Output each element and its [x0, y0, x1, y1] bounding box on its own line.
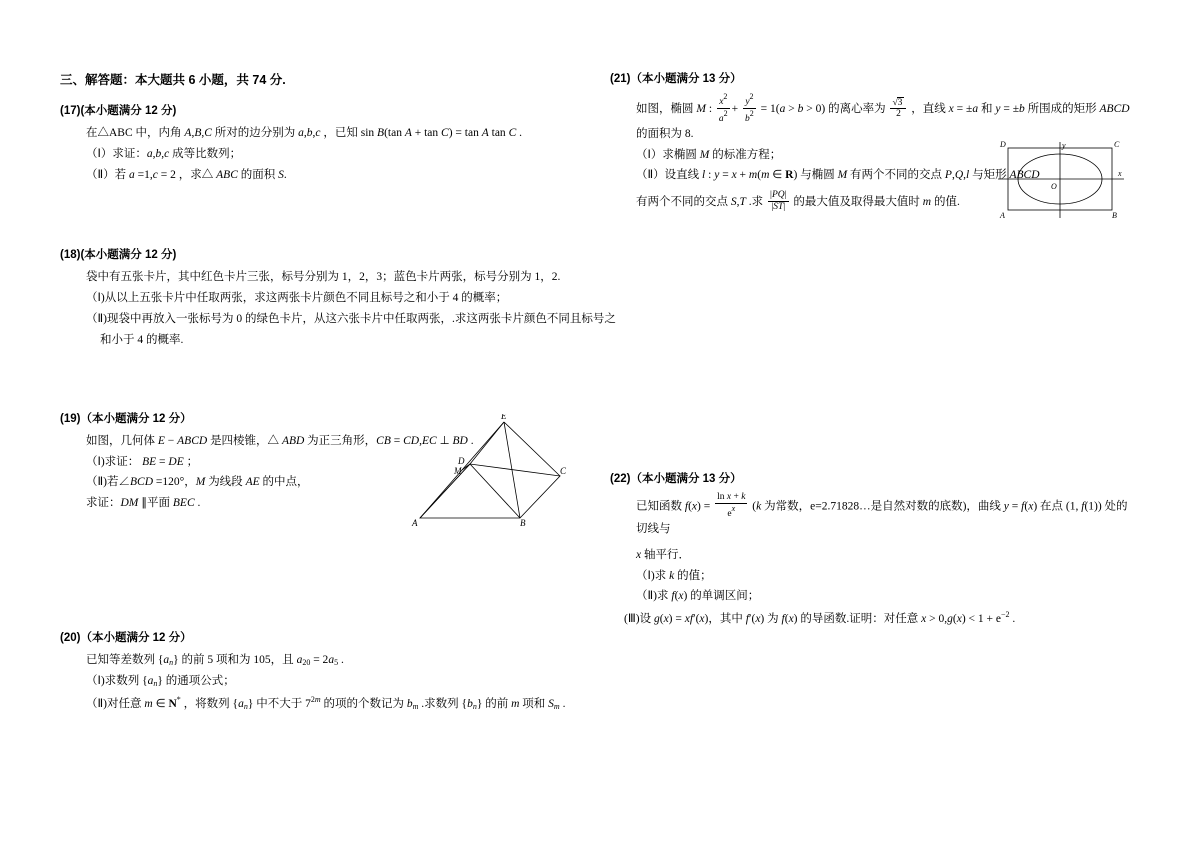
label-D: D [1000, 140, 1006, 149]
problem-21-line-3: （Ⅱ）设直线 l : y = x + m(m ∈ R) 与椭圆 M 有两个不同的交点 P,Q,l 与矩形 ABCD [636, 169, 1040, 182]
pyramid-figure [408, 414, 588, 534]
label-y: y [1062, 141, 1066, 150]
problem-22 [610, 470, 1130, 629]
problem-20-line-3: （Ⅱ)对任意 m ∈ N* ，将数列 $\{a_n\}$ 中不大于 $7^{2m}$ 的项的个数记为 $b_m$ .求数列 $\{b_n\}$ 的前 m 项和 $S_m$ . [86, 694, 566, 711]
label-A: A [412, 517, 418, 528]
problem-22-line-2: x 轴平行． [636, 548, 690, 561]
problem-21 [610, 70, 1130, 220]
left-column [60, 70, 616, 721]
problem-18-title: (18)(本小题满分 12 分) [60, 249, 177, 262]
problem-19-title: (19)（本小题满分 12 分） [60, 412, 192, 425]
problem-17 [60, 102, 580, 184]
problem-19-line-1: 如图，几何体 E − ABCD 是四棱锥，△ ABD 为正三角形，CB = CD,EC ⊥ BD . [86, 434, 474, 447]
problem-18-line-2: （Ⅰ)从以上五张卡片中任取两张，求这两张卡片颜色不同且标号之和小于 4 的概率； [86, 292, 508, 305]
problem-18-line-3: （Ⅱ)现袋中再放入一张标号为 0 的绿色卡片，从这六张卡片中任取两张，.求这两张卡片颜色不同且标号之 [86, 313, 616, 326]
problem-21-line-4: 有两个不同的交点 S,T .求 $\frac{|PQ|}{|ST|}$ 的最大值及取得最大值时 m 的值. [636, 190, 960, 213]
label-A: A [1000, 211, 1005, 220]
ellipse-rectangle-figure [990, 138, 1130, 222]
label-C: C [560, 465, 567, 476]
problem-17-title: (17)(本小题满分 12 分) [60, 105, 177, 117]
problem-19 [60, 410, 580, 528]
label-D: D [458, 455, 465, 466]
problem-21-line-1: 如图，椭圆 M : $\frac{x^2}{a^2}$ + $\frac{y^2}{b^2}$ = 1(a > b > 0) 的离心率为 $\frac{√3}{2}$ ，直线 x = ±a 和 y = ±b 所围成的矩形 ABCD 的面积为 8. [636, 92, 1130, 140]
label-C: C [1114, 140, 1120, 149]
label-x: x [1118, 169, 1122, 178]
label-B: B [1112, 211, 1117, 220]
label-M: M [454, 465, 462, 476]
problem-19-line-4: 求证：DM ∥平面 BEC . [86, 497, 201, 510]
problem-17-line-3: （Ⅱ）若 a =1,c = 2 ，求△ ABC 的面积 S. [86, 168, 287, 181]
problem-19-line-3: （Ⅱ)若∠BCD =120°，M 为线段 AE 的中点， [86, 476, 309, 489]
problem-20-line-1: 已知等差数列 $\{a_n\}$ 的前 5 项和为 105，且 $a_{20} = 2a_5$ . [86, 653, 344, 667]
problem-22-line-3: （Ⅰ)求 k 的值； [636, 569, 712, 582]
problem-20-title: (20)（本小题满分 12 分） [60, 631, 192, 644]
problem-18-line-4: 和小于 4 的概率. [100, 333, 184, 346]
problem-21-title: (21)（本小题满分 13 分） [610, 73, 742, 85]
problem-19-line-2: （Ⅰ)求证： BE = DE ； [86, 455, 199, 468]
problem-21-line-2: （Ⅰ）求椭圆 M 的标准方程； [636, 148, 782, 161]
problem-18-line-1: 袋中有五张卡片，其中红色卡片三张，标号分别为 1，2，3；蓝色卡片两张，标号分别为 1，2. [86, 271, 561, 284]
problem-17-line-2: （Ⅰ）求证：a,b,c 成等比数列； [86, 147, 242, 160]
label-B: B [520, 517, 526, 528]
problem-22-line-1: 已知函数 f(x) = $\frac{\text{ln x + k}}{e^x}$ (k 为常数，e=2.71828…是自然对数的底数)，曲线 y = f(x) 在点 (1, f(1)) 处的切线与 [636, 492, 1128, 535]
problem-22-title: (22)（本小题满分 13 分） [610, 473, 742, 486]
label-E: E [501, 413, 507, 421]
problem-17-line-1: 在△ABC 中，内角 A,B,C 所对的边分别为 a,b,c ，已知 sin B(tan A + tan C) = tan A tan C . [86, 127, 522, 139]
right-column [610, 70, 1130, 637]
problem-20-line-2: （Ⅰ)求数列 $\{a_n\}$ 的通项公式； [86, 674, 235, 688]
problem-20 [60, 629, 580, 713]
label-O: O [1051, 182, 1057, 191]
problem-18 [60, 246, 616, 349]
section-heading: 三、解答题：本大题共 6 小题，共 74 分. [60, 73, 286, 87]
problem-22-line-4: （Ⅱ)求 f(x) 的单调区间； [636, 590, 760, 603]
problem-22-line-5: (Ⅲ)设 g(x) = xf′(x)，其中 f′(x) 为 f(x) 的导函数.证明：对任意 $x > 0,g(x) < 1 + e^{-2}$ . [624, 610, 1016, 626]
